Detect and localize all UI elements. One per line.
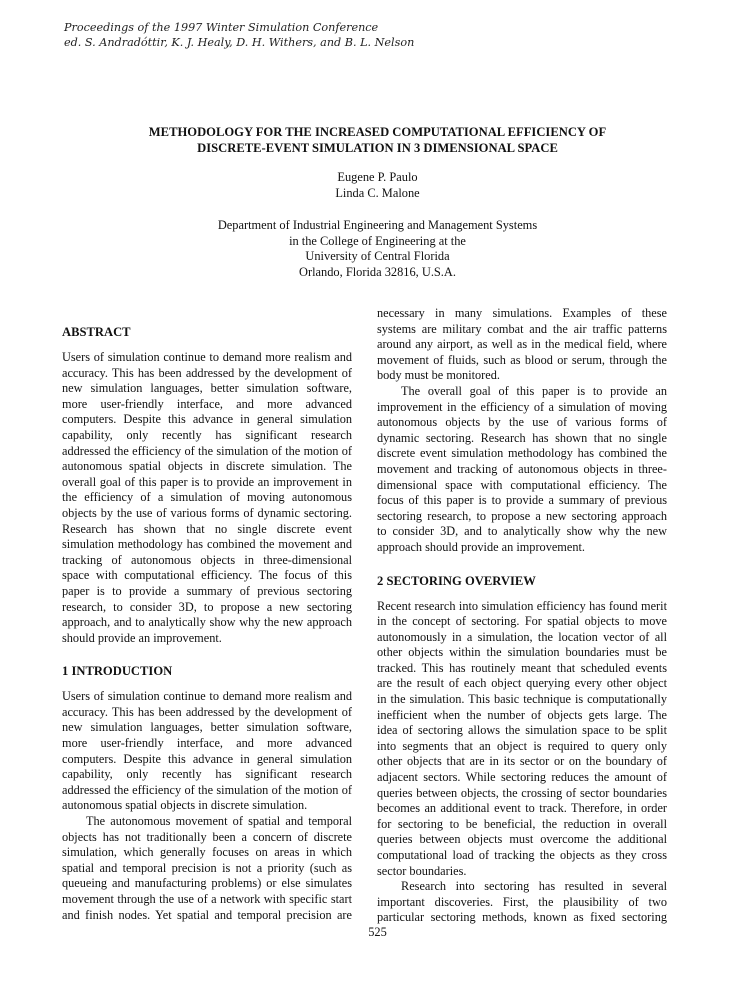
title-line-2: DISCRETE-EVENT SIMULATION IN 3 DIMENSIONAL SPACE: [197, 141, 558, 155]
text-line: approach should provide an improvement.: [377, 539, 585, 554]
text-line: computational load of tracking the objects as they cross: [377, 848, 667, 862]
page-number: 525: [368, 925, 387, 939]
text-line: adjacent sectors. While sectoring reduces the amount of: [377, 770, 667, 785]
text-line: important discoveries. First, the plausibility of two: [377, 894, 667, 909]
text-line: queueing and manufacturing problems) or else simulates: [62, 876, 352, 891]
text-line: and finish nodes. Yet spatial and temporal precision are: [62, 907, 352, 922]
text-line: The overall goal of this paper is to provide an: [401, 383, 667, 398]
text-line: capability, only recently has significant research: [62, 767, 352, 782]
text-line: inefficient when the number of objects gets large. The: [377, 707, 667, 722]
text-line: The autonomous movement of spatial and temporal: [86, 814, 352, 829]
text-line: movement through the use of a network with specific start: [62, 892, 352, 906]
text-line: dynamic sectoring. Research has shown that no single: [377, 430, 667, 445]
affiliation-line: University of Central Florida: [305, 249, 450, 264]
text-line: autonomous objects by the use of various forms of: [377, 415, 667, 430]
text-line: Users of simulation continue to demand more realism and: [62, 350, 352, 364]
affiliation-line: Orlando, Florida 32816, U.S.A.: [299, 264, 456, 279]
affiliation-line: Department of Industrial Engineering and Management Systems: [217, 218, 538, 232]
text-line: discrete event simulation methodology has combined the: [377, 446, 667, 461]
conference-name: Proceedings of the 1997 Winter Simulation Conference: [64, 21, 379, 34]
text-line: around any airport, as well as in the medical field, where: [377, 337, 667, 352]
text-line: tracked. This has routinely meant that scheduled events: [377, 660, 667, 675]
text-line: addressed the efficiency of the simulation of the motion of: [62, 443, 352, 458]
text-line: queries between objects must overcome the additional: [377, 832, 667, 847]
text-line: for sectoring to be beneficial, the reduction in overall: [377, 816, 667, 831]
text-line: movement of fluids, such as blood or serum, through the: [377, 352, 667, 367]
author-name: Eugene P. Paulo: [337, 170, 418, 184]
text-line: computers. Despite this advance in general simulation: [62, 751, 352, 766]
text-line: are the result of each object querying every other object: [377, 676, 667, 691]
paper-title: [0, 124, 755, 156]
text-line: overall goal of this paper is to provide an improvement in: [62, 474, 352, 489]
text-line: becomes an additional event to track. Therefore, in order: [377, 801, 667, 816]
text-line: other objects within the simulation boundaries must be: [377, 645, 667, 660]
text-line: Research has shown that no single discrete event: [62, 521, 352, 536]
sectoring-overview-heading: 2 SECTORING OVERVIEW: [377, 573, 536, 588]
text-line: addressed the efficiency of the simulation of the motion of: [62, 782, 352, 797]
text-line: to consider 3D, and to analytically show why the new: [377, 524, 667, 539]
text-line: more user-friendly interface, and more advanced: [62, 396, 352, 411]
text-line: approach, and to analytically show why the new approach: [62, 615, 352, 630]
text-line: space with computational efficiency. The focus of this: [62, 568, 352, 583]
sectoring-paragraph-2: [377, 879, 667, 926]
editors: ed. S. Andradóttir, K. J. Healy, D. H. Withers, and B. L. Nelson: [64, 36, 415, 49]
text-line: the efficiency of a simulation of moving autonomous: [62, 490, 352, 505]
affiliation: [0, 218, 755, 280]
text-line: simulation methodology has combined the movement and: [62, 537, 352, 552]
introduction-paragraph-3: [377, 384, 667, 556]
text-line: other objects that are in its sector or on the boundary of: [377, 754, 667, 769]
text-line: tracking of autonomous objects in three-dimensional: [62, 552, 352, 567]
text-line: in the simulation. This basic technique is computationally: [377, 692, 667, 707]
text-line: accuracy. This has been addressed by the development of: [62, 704, 352, 719]
text-line: paper is to provide a summary of previous sectoring: [62, 583, 352, 598]
introduction-paragraph-2: [62, 814, 352, 923]
text-line: objects has not traditionally been a concern of discrete: [62, 829, 352, 844]
text-line: Users of simulation continue to demand more realism and: [62, 689, 352, 704]
text-line: Recent research into simulation efficiency has found merit: [377, 598, 667, 613]
text-line: new simulation languages, better simulation software,: [62, 720, 352, 735]
text-line: sector boundaries.: [377, 863, 467, 878]
text-line: dimensional space with computational efficiency. The: [377, 477, 667, 492]
text-line: autonomous spatial objects in discrete simulation. The: [62, 459, 352, 474]
text-line: autonomously in a simulation, the location vector of all: [377, 629, 667, 644]
affiliation-line: in the College of Engineering at the: [289, 233, 466, 248]
text-line: accuracy. This has been addressed by the development of: [62, 365, 352, 380]
text-line: more user-friendly interface, and more advanced: [62, 736, 352, 751]
text-line: new simulation languages, better simulation software,: [62, 381, 352, 396]
text-line: focus of this paper is to provide a summary of previous: [377, 493, 667, 508]
text-line: particular sectoring methods, known as fixed sectoring: [377, 910, 667, 925]
text-line: objects by the use of various forms of dynamic sectoring.: [62, 505, 352, 520]
title-line-1: METHODOLOGY FOR THE INCREASED COMPUTATIONAL EFFICIENCY OF: [148, 125, 607, 139]
text-line: queries between objects, the crossing of sector boundaries: [377, 785, 667, 800]
text-line: capability, only recently has significant research: [62, 427, 352, 442]
text-line: necessary in many simulations. Examples of these: [377, 306, 667, 320]
right-column: [377, 306, 667, 926]
introduction-paragraph-1: [62, 689, 352, 814]
text-line: into segments that an object is required to query only: [377, 738, 667, 753]
text-line: Research into sectoring has resulted in several: [401, 879, 667, 894]
introduction-paragraph-2-continued: [377, 306, 667, 384]
text-line: systems are military combat and the air traffic patterns: [377, 321, 667, 336]
abstract-heading: ABSTRACT: [62, 325, 131, 339]
text-line: spatial and temporal precision is not a priority (such as: [62, 860, 352, 875]
text-line: computers. Despite this advance in general simulation: [62, 412, 352, 427]
introduction-heading: 1 INTRODUCTION: [62, 664, 173, 679]
text-line: improvement in the efficiency of a simulation of moving: [377, 399, 667, 414]
text-line: body must be monitored.: [377, 368, 500, 383]
text-line: autonomous spatial objects in discrete simulation.: [62, 798, 308, 813]
text-line: should provide an improvement.: [62, 630, 222, 645]
sectoring-paragraph-1: [377, 599, 667, 880]
text-line: sectoring research, to propose a new sectoring approach: [377, 508, 667, 523]
text-line: in the concept of sectoring. For spatial objects to move: [377, 614, 667, 629]
author-name: Linda C. Malone: [335, 185, 420, 200]
text-line: movement and tracking of autonomous objects in three-: [377, 461, 667, 476]
left-column: [62, 324, 352, 923]
author-list: [0, 170, 755, 201]
text-line: research, to consider 3D, to propose a new sectoring: [62, 599, 352, 614]
text-line: simulation, which generally focuses on areas in which: [62, 845, 352, 860]
abstract-body: [62, 350, 352, 646]
text-line: idea of sectoring allows the simulation space to be split: [377, 723, 667, 738]
proceedings-header: [64, 20, 414, 50]
